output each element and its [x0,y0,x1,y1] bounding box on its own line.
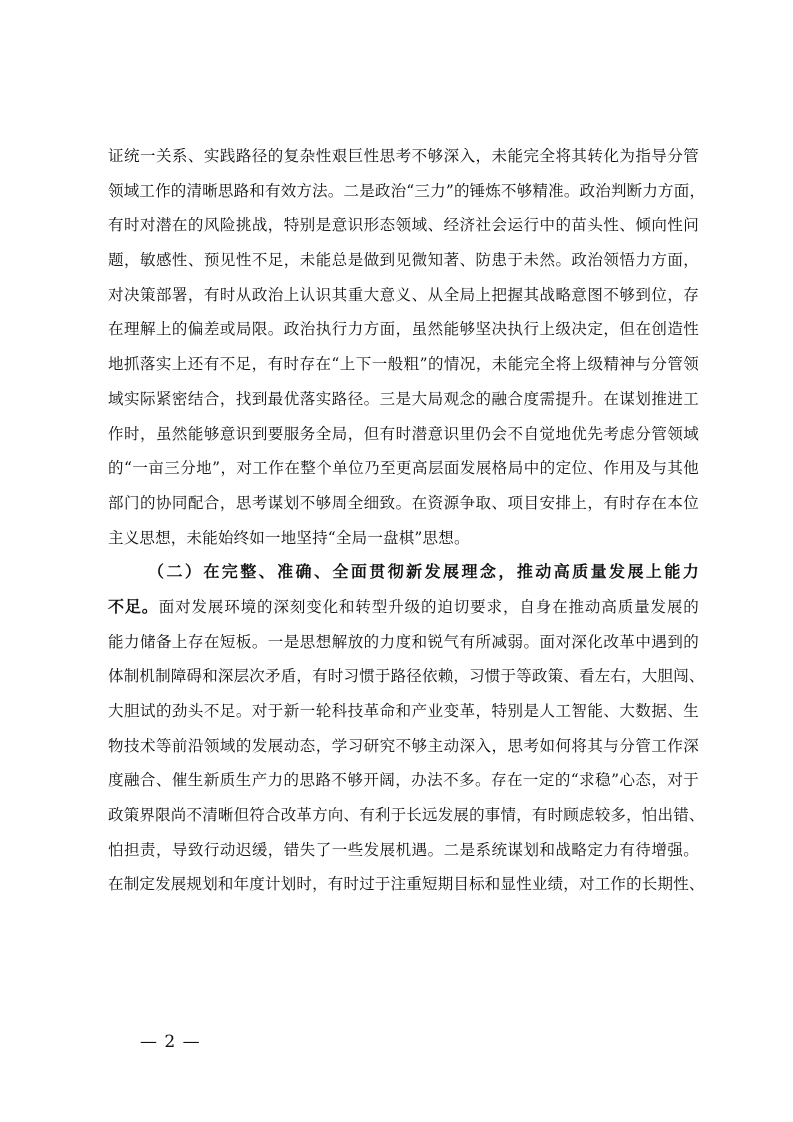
text-line: 在制定发展规划和年度计划时，有时过于注重短期目标和显性业绩，对工作的长期性、 [108,875,705,894]
text-line: 度融合、催生新质生产力的思路不够开阔，办法不多。存在一定的“求稳”心态，对于 [108,771,699,790]
text-line [108,590,699,625]
text-line: 物技术等前沿领域的发展动态，学习研究不够主动深入，思考如何将其与分管工作深 [108,736,699,755]
paragraph-2 [108,555,705,902]
text-line: 能力储备上存在短板。一是思想解放的力度和锐气有所减弱。面对深化改革中遇到的 [108,632,699,651]
text-line: 证统一关系、实践路径的复杂性艰巨性思考不够深入，未能完全将其转化为指导分管 [108,147,699,165]
document-body [108,139,706,902]
text-line: 怕担责，导致行动迟缓，错失了一些发展机遇。二是系统谋划和战略定力有待增强。 [108,840,699,859]
text-line-rest: 面对发展环境的深刻变化和转型升级的迫切要求，自身在推动高质量发展的 [158,597,699,616]
text-line: 主义思想，未能始终如一地坚持“全局一盘棋”思想。 [108,528,470,547]
text-line: 领域工作的清晰思路和有效方法。二是政治“三力”的锤炼不够精准。政治判断力方面， [108,181,706,200]
text-line: 域实际紧密结合，找到最优落实路径。三是大局观念的融合度需提升。在谋划推进工 [108,389,699,408]
text-line: 在理解上的偏差或局限。政治执行力方面，虽然能够坚决执行上级决定，但在创造性 [108,320,699,339]
text-line: 大胆试的劲头不足。对于新一轮科技革命和产业变革，特别是人工智能、大数据、生 [108,702,699,720]
section-heading: （二）在完整、准确、全面贯彻新发展理念，推动高质量发展上能力 [148,562,699,582]
text-line: 部门的协同配合，思考谋划不够周全细致。在资源争取、项目安排上，有时存在本位 [108,493,699,512]
section-heading-end: 不足。 [108,596,159,616]
text-line: 的“一亩三分地”，对工作在整个单位乃至更高层面发展格局中的定位、作用及与其他 [108,459,699,478]
text-line: 政策界限尚不清晰但符合改革方向、有利于长远发展的事情，有时顾虑较多，怕出错、 [108,806,705,825]
paragraph-1 [108,139,706,555]
text-line: 题，敏感性、预见性不足，未能总是做到见微知著、防患于未然。政治领悟力方面， [108,251,699,270]
text-line: 对决策部署，有时从政治上认识其重大意义、从全局上把握其战略意图不够到位，存 [108,285,699,304]
text-line: 作时，虽然能够意识到要服务全局，但有时潜意识里仍会不自觉地优先考虑分管领域 [108,424,699,443]
text-line: 体制机制障碍和深层次矛盾，有时习惯于路径依赖，习惯于等政策、看左右，大胆闯、 [108,667,705,686]
page-number: — 2 — [140,1032,201,1052]
text-line: 有时对潜在的风险挑战，特别是意识形态领域、经济社会运行中的苗头性、倾向性问 [108,216,699,235]
text-line: 地抓落实上还有不足，有时存在“上下一般粗”的情况，未能完全将上级精神与分管领 [108,355,699,374]
